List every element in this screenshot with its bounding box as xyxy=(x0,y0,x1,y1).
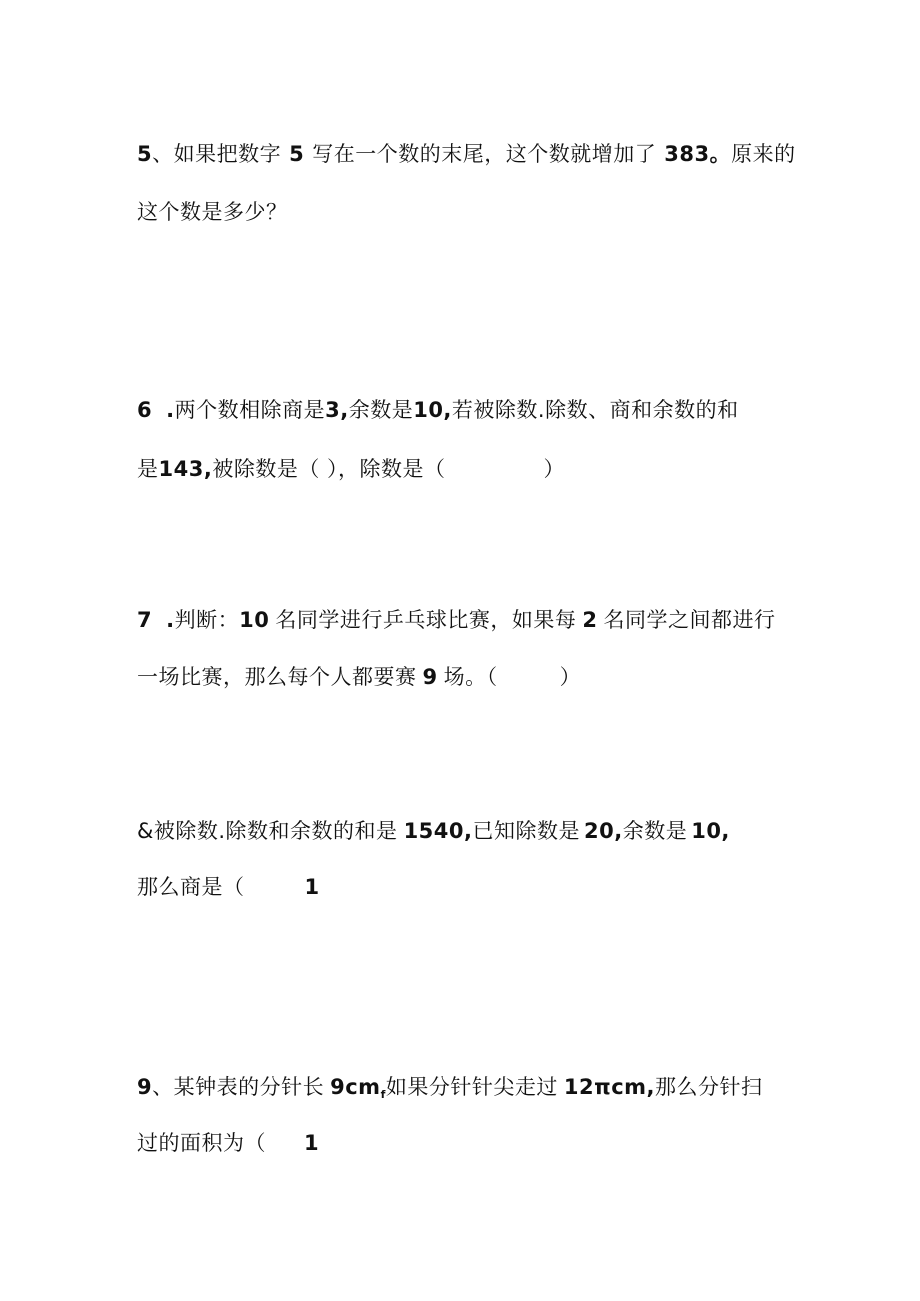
q9-text-2: 如果分针针尖走过 xyxy=(385,1075,558,1099)
q7-text-1: 判断： xyxy=(174,608,240,632)
q6-sum: 143, xyxy=(158,457,213,481)
q9-arc: 12πcm, xyxy=(563,1075,656,1099)
q9-line-2 xyxy=(137,1129,319,1157)
q6-text-2: 余数是 xyxy=(348,398,414,422)
q5-value: 383 xyxy=(664,142,710,166)
q8-remainder: 10, xyxy=(691,819,730,843)
q5-text-1: 如果把数字 xyxy=(173,142,282,166)
q7-games: 9 xyxy=(422,665,438,689)
q6-line-2 xyxy=(137,455,565,483)
q5-question: 这个数是多少？ xyxy=(137,200,288,224)
q6-line2-c: ） xyxy=(543,457,566,481)
q7-text-2: 名同学进行乒乓球比赛，如果每 xyxy=(275,608,577,632)
q7-line-1 xyxy=(137,606,775,634)
q6-remainder: 10, xyxy=(413,398,452,422)
q5-number: 5 xyxy=(137,142,153,166)
q9-line-1 xyxy=(137,1073,763,1109)
q8-line-1 xyxy=(137,817,730,845)
q8-text-3: 余数是 xyxy=(622,819,688,843)
q5-text-3: 原来的 xyxy=(731,142,796,166)
q8-text-2: 已知除数是 xyxy=(472,819,580,843)
q6-line2-b: 被除数是（ ），除数是（ xyxy=(212,457,446,481)
q5-text-2: 写在一个数的末尾，这个数就增加了 xyxy=(312,142,657,166)
q7-dot: . xyxy=(166,608,175,632)
q9-text-1: 某钟表的分针长 xyxy=(173,1075,325,1099)
q7-pair: 2 xyxy=(582,608,598,632)
q5-digit: 5 xyxy=(289,142,305,166)
q8-line2-a: 那么商是（ xyxy=(137,875,245,899)
q9-length-subscript: f xyxy=(380,1088,386,1101)
q7-line2-a: 一场比赛，那么每个人都要赛 xyxy=(137,665,417,689)
q9-number: 9 xyxy=(137,1075,153,1099)
q6-dot: . xyxy=(166,398,175,422)
q7-students: 10 xyxy=(239,608,270,632)
q6-number: 6 xyxy=(137,398,153,422)
q7-line2-c: ） xyxy=(559,665,582,689)
q6-text-3: 若被除数.除数、商和余数的和 xyxy=(451,398,739,422)
q9-line2-a: 过的面积为（ xyxy=(137,1131,266,1155)
q8-text-1: &被除数.除数和余数的和是 xyxy=(137,819,398,843)
q9-length: 9cm xyxy=(330,1075,381,1099)
q6-quotient: 3, xyxy=(325,398,349,422)
q7-number: 7 xyxy=(137,608,153,632)
q8-divisor: 20, xyxy=(584,819,623,843)
q7-text-3: 名同学之间都进行 xyxy=(603,608,776,632)
q5-separator: 、 xyxy=(152,142,174,166)
q5-line-1 xyxy=(137,140,796,168)
q8-sum: 1540, xyxy=(403,819,473,843)
q9-text-3: 那么分针扫 xyxy=(655,1075,763,1099)
q6-line-1 xyxy=(137,396,739,424)
q5-mark: 。 xyxy=(709,142,732,166)
q6-line2-a: 是 xyxy=(137,457,159,481)
q7-line-2 xyxy=(137,663,581,691)
q5-line-2 xyxy=(137,198,288,226)
q9-separator: 、 xyxy=(152,1075,174,1099)
q7-line2-b: 场。（ xyxy=(443,665,498,689)
q9-line2-b: 1 xyxy=(304,1131,320,1155)
q6-text-1: 两个数相除商是 xyxy=(174,398,326,422)
q8-line-2 xyxy=(137,873,320,901)
q8-line2-b: 1 xyxy=(304,875,320,899)
